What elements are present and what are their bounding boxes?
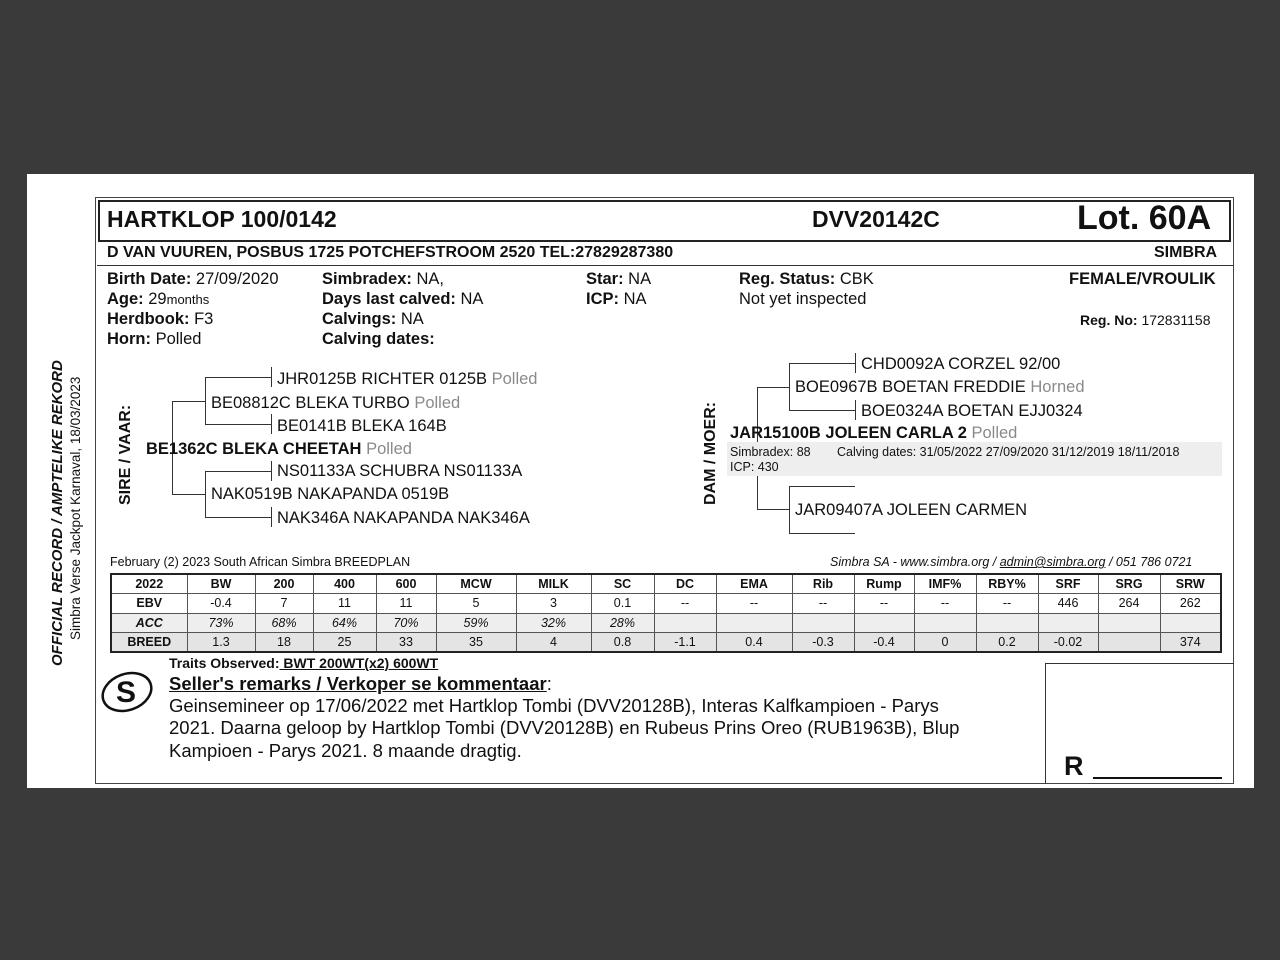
- breed-cell: 0.4: [716, 633, 792, 653]
- calvings-value: NA: [396, 310, 424, 328]
- remarks-line-2: 2021. Daarna geloop by Hartklop Tombi (DVV20128B) en Rubeus Prins Oreo (RUB1963B), Blup: [169, 717, 960, 738]
- breedplan-source: February (2) 2023 South African Simbra BREEDPLAN: [110, 555, 411, 569]
- sire-ss-tick: [271, 367, 272, 387]
- sire-sd-tick: [271, 414, 272, 434]
- sex-label: FEMALE/VROULIK: [1069, 270, 1216, 288]
- sire-d-bracket-top: [205, 471, 271, 472]
- simbradex-label: Simbradex:: [322, 270, 412, 288]
- sire-d-bracket-v: [205, 471, 206, 518]
- sire-s-name: BE08812C BLEKA TURBO: [211, 394, 410, 412]
- reg-no: [1080, 312, 1211, 328]
- breed-cell: 374: [1160, 633, 1221, 653]
- breedplan-contact: [830, 555, 1192, 569]
- contact-suffix: / 051 786 0721: [1105, 555, 1193, 569]
- lot-card: [27, 174, 1254, 788]
- ebv-column-header: 400: [313, 574, 376, 594]
- birth-date-label: Birth Date:: [107, 270, 192, 288]
- calving-dates-label: Calving dates:: [322, 330, 435, 348]
- dam-bracket-top: [757, 387, 789, 388]
- breed-cell: 1.3: [187, 633, 255, 653]
- dam-name: JAR15100B JOLEEN CARLA 2: [730, 424, 967, 442]
- sire-ss-horn: Polled: [491, 370, 538, 388]
- sire-ss-name: JHR0125B RICHTER 0125B: [277, 370, 488, 388]
- age: [107, 290, 209, 309]
- dam-icp: ICP: 430: [730, 460, 779, 474]
- birth-date: [107, 270, 279, 289]
- ebv-column-header: 200: [255, 574, 313, 594]
- ebv-cell: 264: [1098, 594, 1160, 614]
- ebv-cell: 0.1: [591, 594, 654, 614]
- acc-cell: 59%: [436, 613, 516, 633]
- sire-bracket-bot: [172, 494, 205, 495]
- dam-bracket-bot: [757, 509, 789, 510]
- lot-number: Lot. 60A: [1077, 199, 1212, 237]
- reg-status-value: CBK: [835, 270, 874, 288]
- traits-value: BWT 200WT(x2) 600WT: [279, 655, 439, 671]
- ebv-column-header: DC: [654, 574, 716, 594]
- acc-cell: [976, 613, 1038, 633]
- event-label: Simbra Verse Jackpot Karnaval, 18/03/2023: [68, 376, 83, 640]
- ebv-column-header: Rump: [854, 574, 914, 594]
- breed-cell: 33: [376, 633, 436, 653]
- ebv-column-header: MILK: [516, 574, 591, 594]
- sire-s-bracket-v: [205, 377, 206, 425]
- sire-s-bracket-bot: [205, 424, 271, 425]
- sire-s-horn: Polled: [414, 394, 461, 412]
- acc-cell: [1038, 613, 1098, 633]
- ebv-column-header: IMF%: [914, 574, 976, 594]
- ebv-cell: --: [716, 594, 792, 614]
- simbradex: [322, 270, 444, 289]
- reg-status: [739, 270, 874, 289]
- ebv-column-header: SRF: [1038, 574, 1098, 594]
- sire-ds-tick: [271, 461, 272, 481]
- official-record-label: OFFICIAL RECORD / AMPTELIKE REKORD: [49, 360, 66, 666]
- sire-name: BE1362C BLEKA CHEETAH: [146, 440, 362, 458]
- acc-cell: [1098, 613, 1160, 633]
- breed-cell: 25: [313, 633, 376, 653]
- dam-sd-tick: [855, 400, 856, 420]
- ebv-cell: 11: [376, 594, 436, 614]
- birth-date-value: 27/09/2020: [191, 270, 279, 288]
- dam-s-horn: Horned: [1030, 378, 1085, 396]
- remarks-line-1: Geinsemineer op 17/06/2022 met Hartklop Tombi (DVV20128B), Interas Kalfkampioen - Parys: [169, 695, 939, 716]
- breed-cell: 0.8: [591, 633, 654, 653]
- acc-cell-label: ACC: [111, 613, 187, 633]
- reg-no-value: 172831158: [1137, 312, 1211, 328]
- ebv-table: [110, 573, 1222, 653]
- ebv-column-header: SRG: [1098, 574, 1160, 594]
- star-label: Star:: [586, 270, 624, 288]
- acc-row: [111, 613, 1221, 633]
- dam-ss-tick: [855, 353, 856, 373]
- star-value: NA: [623, 270, 652, 288]
- ebv-column-header: RBY%: [976, 574, 1038, 594]
- acc-cell: 28%: [591, 613, 654, 633]
- acc-cell: [914, 613, 976, 633]
- dam-s-bracket-top: [789, 363, 855, 364]
- dam-s-bracket-bot: [789, 410, 855, 411]
- contact-prefix: Simbra SA - www.simbra.org /: [830, 555, 1000, 569]
- sire-dd-tick: [271, 507, 272, 527]
- remarks-title-text: Seller's remarks / Verkoper se kommentaar: [169, 673, 547, 694]
- traits-label: Traits Observed:: [169, 655, 280, 671]
- dam-d: JAR09407A JOLEEN CARMEN: [795, 501, 1028, 519]
- ebv-column-header: MCW: [436, 574, 516, 594]
- breed-cell: -1.1: [654, 633, 716, 653]
- ebv-column-header: EMA: [716, 574, 792, 594]
- ebv-cell: 262: [1160, 594, 1221, 614]
- herdbook: [107, 310, 213, 329]
- ebv-cell: --: [914, 594, 976, 614]
- simbradex-value: NA,: [411, 270, 444, 288]
- acc-cell: 32%: [516, 613, 591, 633]
- age-value: 29: [143, 290, 167, 308]
- sire-horn: Polled: [366, 440, 412, 458]
- horn-label: Horn:: [107, 330, 151, 348]
- herdbook-label: Herdbook:: [107, 310, 190, 328]
- acc-cell: 68%: [255, 613, 313, 633]
- dam-s: [795, 378, 1085, 397]
- ebv-column-header: SC: [591, 574, 654, 594]
- acc-cell: [1160, 613, 1221, 633]
- svg-text:S: S: [116, 676, 137, 709]
- days-value: NA: [455, 290, 484, 308]
- ebv-cell: 5: [436, 594, 516, 614]
- days-label: Days last calved:: [322, 290, 456, 308]
- breed-cell: 35: [436, 633, 516, 653]
- sire-s-bracket-top: [205, 377, 271, 378]
- calvings-label: Calvings:: [322, 310, 397, 328]
- remarks-line-3: Kampioen - Parys 2021. 8 maande dragtig.: [169, 740, 522, 761]
- breed-cell: -0.4: [854, 633, 914, 653]
- icp: [586, 290, 647, 309]
- ebv-cell: -0.4: [187, 594, 255, 614]
- sire-d: NAK0519B NAKAPANDA 0519B: [211, 485, 450, 503]
- price-label: R: [1064, 751, 1084, 781]
- acc-cell: [854, 613, 914, 633]
- animal-code: DVV20142C: [812, 206, 940, 232]
- price-box-top: [1045, 663, 1234, 664]
- acc-cell: 64%: [313, 613, 376, 633]
- ebv-row: [111, 594, 1221, 614]
- breed-cell: 0: [914, 633, 976, 653]
- ebv-cell: 7: [255, 594, 313, 614]
- ebv-column-header-label: 2022: [111, 574, 187, 594]
- owner-line: D VAN VUUREN, POSBUS 1725 POTCHEFSTROOM 2520 TEL:27829287380: [107, 244, 674, 261]
- sire-dd: NAK346A NAKAPANDA NAK346A: [277, 509, 530, 527]
- ebv-cell-label: EBV: [111, 594, 187, 614]
- acc-cell: [716, 613, 792, 633]
- ebv-cell: --: [792, 594, 854, 614]
- remarks-title: [169, 673, 552, 695]
- age-label: Age:: [107, 290, 144, 308]
- price-input-line[interactable]: [1093, 777, 1222, 779]
- dam-calving-dates: Calving dates: 31/05/2022 27/09/2020 31/12/2019 18/11/2018: [837, 445, 1180, 459]
- ebv-column-header: BW: [187, 574, 255, 594]
- sire-ds: NS01133A SCHUBRA NS01133A: [277, 462, 523, 480]
- breed-cell-label: BREED: [111, 633, 187, 653]
- horn: [107, 330, 201, 349]
- star: [586, 270, 651, 289]
- sire-s: [211, 394, 460, 413]
- traits-observed: [169, 655, 438, 671]
- herdbook-value: F3: [189, 310, 214, 328]
- breed-label: SIMBRA: [1154, 244, 1218, 261]
- dam-simbradex: Simbradex: 88: [730, 445, 811, 459]
- inspection-status: Not yet inspected: [739, 290, 867, 308]
- ebv-column-header: 600: [376, 574, 436, 594]
- acc-cell: 70%: [376, 613, 436, 633]
- dam-d-bracket-top: [789, 486, 855, 487]
- breed-cell: 18: [255, 633, 313, 653]
- remarks-colon: :: [546, 673, 552, 694]
- calvings: [322, 310, 424, 329]
- simbra-logo: [97, 668, 161, 716]
- ebv-cell: --: [654, 594, 716, 614]
- icp-value: NA: [619, 290, 647, 308]
- dam-horn: Polled: [971, 424, 1018, 442]
- dam-d-bracket-v: [789, 486, 790, 534]
- ebv-column-header: Rib: [792, 574, 854, 594]
- breed-cell: [1098, 633, 1160, 653]
- breed-cell: 4: [516, 633, 591, 653]
- animal-name: HARTKLOP 100/0142: [107, 206, 337, 232]
- horn-value: Polled: [151, 330, 202, 348]
- sire-label: SIRE / VAAR:: [117, 404, 134, 505]
- acc-cell: 73%: [187, 613, 255, 633]
- sire-d-bracket-bot: [205, 517, 271, 518]
- dam-main: [730, 424, 1017, 443]
- dam-label: DAM / MOER:: [702, 401, 719, 505]
- ebv-cell: 3: [516, 594, 591, 614]
- dam-s-bracket-v: [789, 363, 790, 411]
- sire-bracket-top: [172, 401, 205, 402]
- dam-s-name: BOE0967B BOETAN FREDDIE: [795, 378, 1026, 396]
- ebv-header-row: [111, 574, 1221, 594]
- contact-email[interactable]: admin@simbra.org: [999, 555, 1106, 569]
- ebv-cell: --: [976, 594, 1038, 614]
- breed-row: [111, 633, 1221, 653]
- dam-d-bracket-bot: [789, 533, 855, 534]
- breed-cell: -0.3: [792, 633, 854, 653]
- ebv-cell: --: [854, 594, 914, 614]
- acc-cell: [792, 613, 854, 633]
- reg-status-label: Reg. Status:: [739, 270, 836, 288]
- age-unit: months: [166, 292, 210, 307]
- ebv-column-header: SRW: [1160, 574, 1221, 594]
- dam-ss: CHD0092A CORZEL 92/00: [861, 355, 1061, 373]
- icp-label: ICP:: [586, 290, 619, 308]
- ebv-cell: 11: [313, 594, 376, 614]
- owner-underline: [97, 265, 1233, 266]
- days-last-calved: [322, 290, 483, 309]
- sire-ss: [277, 370, 537, 389]
- reg-no-label: Reg. No:: [1080, 312, 1138, 328]
- dam-sd: BOE0324A BOETAN EJJ0324: [861, 402, 1083, 420]
- sire-sd: BE0141B BLEKA 164B: [277, 417, 447, 435]
- ebv-cell: 446: [1038, 594, 1098, 614]
- acc-cell: [654, 613, 716, 633]
- sire-main: [146, 440, 412, 459]
- breed-cell: -0.02: [1038, 633, 1098, 653]
- breed-cell: 0.2: [976, 633, 1038, 653]
- price-box-left: [1045, 663, 1046, 784]
